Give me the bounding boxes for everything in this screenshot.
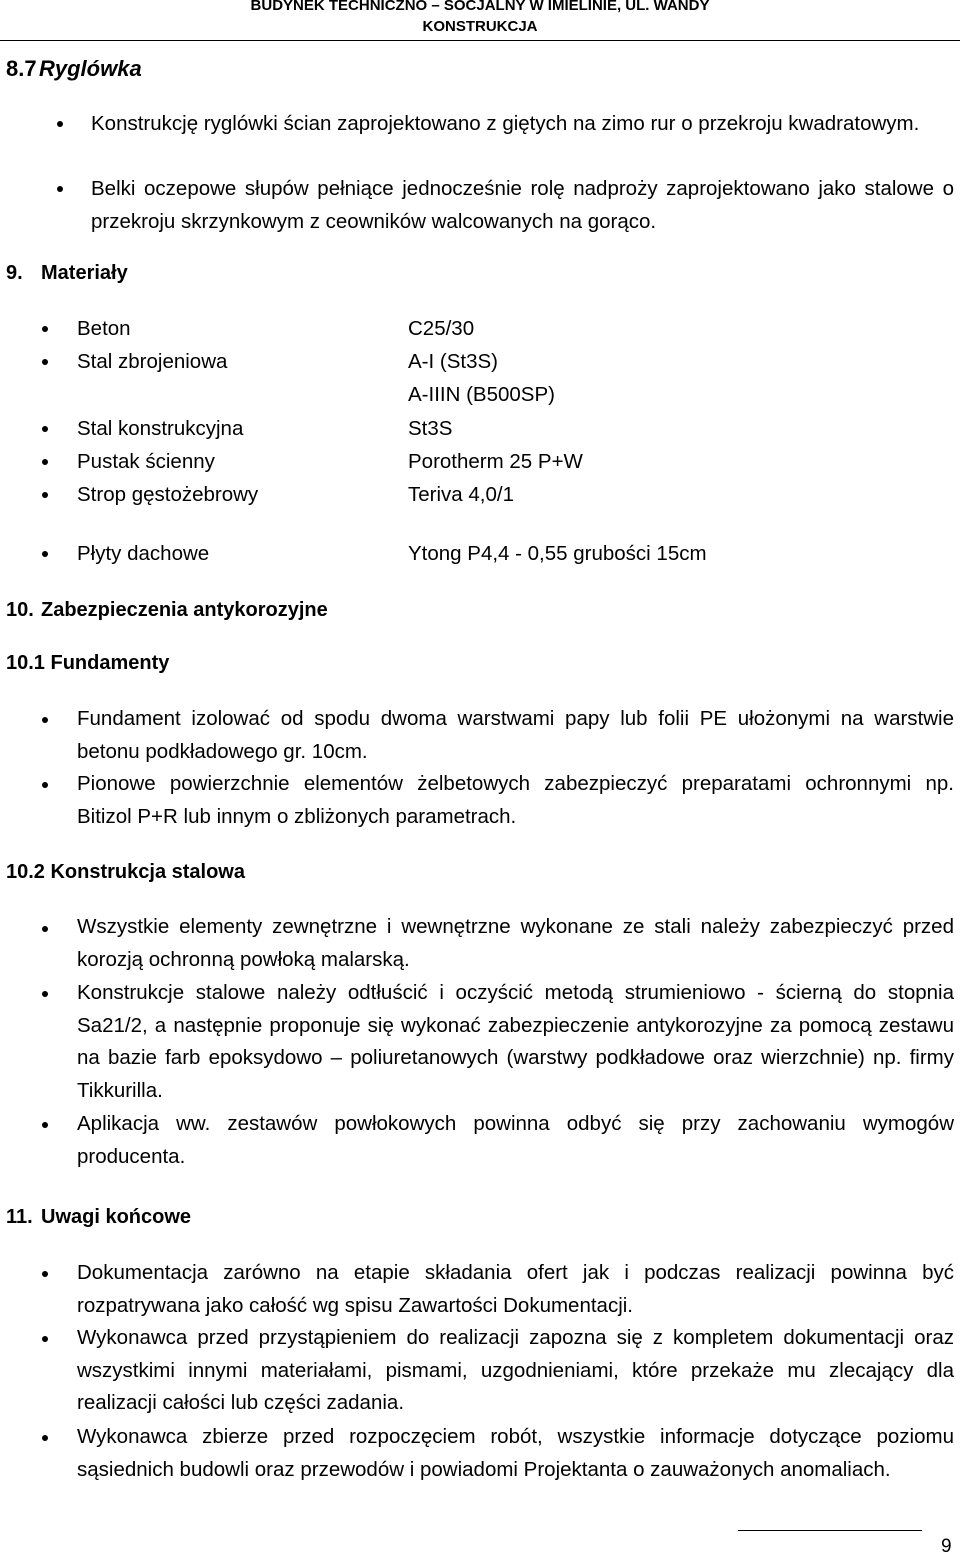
material-label: Strop gęstożebrowy [77, 483, 259, 506]
section-heading-8-7 [6, 56, 142, 82]
bullet-icon [42, 426, 48, 432]
section-heading-9 [6, 262, 128, 285]
section-title: Zabezpieczenia antykorozyjne [41, 599, 328, 621]
section-number: 9. [6, 262, 23, 284]
bullet-icon [42, 1435, 48, 1441]
bullet-icon [42, 459, 48, 465]
bullet-icon [42, 926, 48, 932]
bullet-icon [57, 186, 63, 192]
bullet-icon [42, 551, 48, 557]
material-label: Stal zbrojeniowa [77, 350, 228, 373]
bullet-icon [42, 1122, 48, 1128]
material-value: A-I (St3S) [408, 350, 498, 373]
material-value: Porotherm 25 P+W [408, 450, 583, 473]
section-heading-11 [6, 1206, 191, 1229]
material-label: Pustak ścienny [77, 450, 215, 473]
list-item: Wykonawca zbierze przed rozpoczęciem robót, wszystkie informacje dotyczące poziomu sąsiednich budowli oraz przewodów i powiadomi Projektanta o zauważonych anomaliach. [77, 1425, 954, 1481]
bullet-icon [42, 492, 48, 498]
material-label: Stal konstrukcyjna [77, 417, 244, 440]
bullet-icon [42, 359, 48, 365]
bullet-icon [42, 717, 48, 723]
list-item: Belki oczepowe słupów pełniące jednocześnie rolę nadproży zaprojektowano jako stalowe o przekroju skrzynkowym z ceowników walcowanych na gorąco. [91, 177, 954, 233]
section-title: Materiały [41, 262, 128, 284]
list-item: Konstrukcję ryglówki ścian zaprojektowano z giętych na zimo rur o przekroju kwadratowym. [91, 112, 920, 135]
list-item: Fundament izolować od spodu dwoma warstwami papy lub folii PE ułożonymi na warstwie betonu podkładowego gr. 10cm. [77, 707, 954, 763]
running-header [200, 0, 760, 37]
bullet-icon [42, 1271, 48, 1277]
material-value: Ytong P4,4 - 0,55 grubości 15cm [408, 542, 707, 565]
list-item: Wszystkie elementy zewnętrzne i wewnętrzne wykonane ze stali należy zabezpieczyć przed korozją ochronną powłoką malarską. [77, 915, 954, 971]
material-label: Płyty dachowe [77, 542, 210, 565]
page-number: 9 [941, 1536, 952, 1557]
material-value: Teriva 4,0/1 [408, 483, 514, 506]
list-item: Konstrukcje stalowe należy odtłuścić i oczyścić metodą strumieniowo - ścierną do stopnia Sa21/2, a następnie proponuje się wykonać zabezpieczenie antykorozyjne za pomocą zestawu na bazie farb epoksydowo – poliuretanowych (warstwy podkładowe oraz wierzchnie) np. firmy Tikkurilla. [77, 981, 954, 1102]
subsection-heading-10-2: 10.2 Konstrukcja stalowa [6, 861, 245, 883]
subsection-heading-10-1: 10.1 Fundamenty [6, 652, 170, 674]
section-number: 11. [6, 1206, 33, 1228]
header-line-2: KONSTRUKCJA [422, 18, 538, 35]
material-value: C25/30 [408, 317, 475, 340]
bullet-icon [42, 326, 48, 332]
material-value: A-IIIN (B500SP) [408, 383, 555, 406]
bullet-icon [57, 121, 63, 127]
header-line-1: BUDYNEK TECHNICZNO – SOCJALNY W IMIELINIE, UL. WANDY [250, 0, 710, 14]
section-title: Ryglówka [39, 56, 142, 81]
material-value: St3S [408, 417, 453, 440]
list-item: Aplikacja ww. zestawów powłokowych powinna odbyć się przy zachowaniu wymogów producenta. [77, 1112, 954, 1168]
section-heading-10 [6, 599, 328, 622]
bullet-icon [42, 991, 48, 997]
section-number: 10. [6, 599, 34, 621]
material-label: Beton [77, 317, 131, 340]
bullet-icon [42, 1336, 48, 1342]
list-item: Wykonawca przed przystąpieniem do realizacji zapozna się z kompletem dokumentacji oraz wszystkimi innymi materiałami, pismami, uzgodnieniami, które przekaże mu zlecający dla realizacji całości lub części zadania. [77, 1326, 954, 1414]
list-item: Pionowe powierzchnie elementów żelbetowych zabezpieczyć preparatami ochronnymi np. Bitizol P+R lub innym o zbliżonych parametrach. [77, 772, 954, 828]
bullet-icon [42, 782, 48, 788]
section-title: Uwagi końcowe [41, 1206, 192, 1228]
header-rule [0, 40, 960, 41]
section-number: 8.7 [6, 56, 37, 81]
footer-rule [738, 1530, 922, 1531]
list-item: Dokumentacja zarówno na etapie składania ofert jak i podczas realizacji powinna być rozpatrywana jako całość wg spisu Zawartości Dokumentacji. [77, 1261, 954, 1317]
